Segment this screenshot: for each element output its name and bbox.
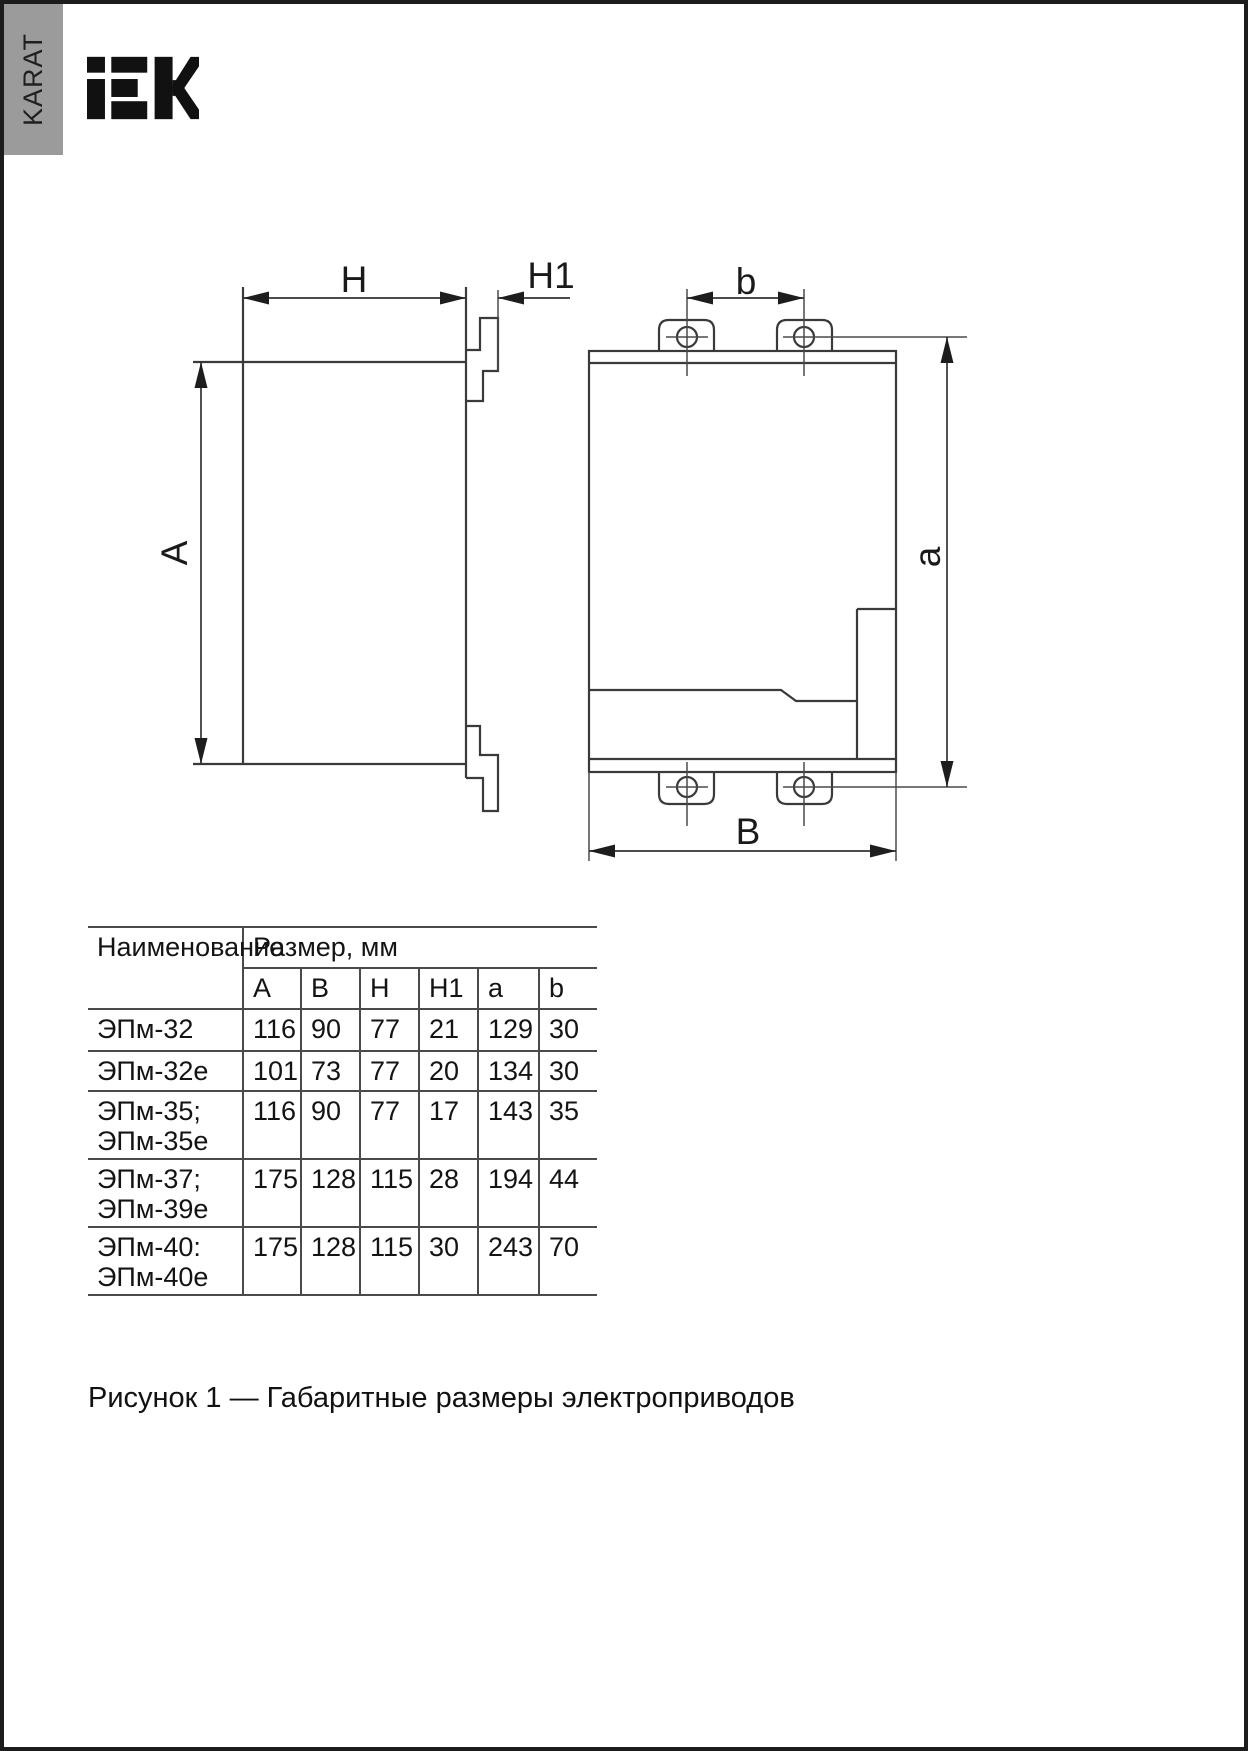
figure-caption: Рисунок 1 — Габаритные размеры электроприводов: [88, 1382, 795, 1414]
table-col-header-A: A: [243, 968, 301, 1009]
table-row: [88, 1051, 597, 1091]
dim-label-H: H: [340, 259, 368, 300]
dim-label-A: A: [154, 540, 195, 566]
dim-label-H1: H1: [527, 255, 575, 296]
row-name: ЭПм-35; ЭПм-35е: [88, 1091, 243, 1159]
cell-H: 77: [360, 1091, 419, 1159]
dimension-drawing: [4, 4, 1248, 1751]
table-col-header-b: b: [539, 968, 597, 1009]
table-row: [88, 1227, 597, 1295]
dim-label-B: B: [735, 811, 761, 852]
front-view-outline: [589, 320, 896, 804]
cell-H1: 20: [419, 1051, 478, 1091]
cell-A: 101: [243, 1051, 301, 1091]
front-view: [589, 261, 967, 861]
table-col-header-a: a: [478, 968, 539, 1009]
cell-H: 77: [360, 1009, 419, 1051]
table-col-header-H1: H1: [419, 968, 478, 1009]
cell-H: 77: [360, 1051, 419, 1091]
cell-H1: 21: [419, 1009, 478, 1051]
cell-H1: 28: [419, 1159, 478, 1227]
table-col-header-H: H: [360, 968, 419, 1009]
cell-H1: 30: [419, 1227, 478, 1295]
cell-B: 128: [301, 1227, 360, 1295]
cell-B: 90: [301, 1091, 360, 1159]
cell-a: 194: [478, 1159, 539, 1227]
karat-label: KARAT: [18, 32, 49, 127]
cell-A: 116: [243, 1091, 301, 1159]
cell-a: 143: [478, 1091, 539, 1159]
cell-b: 70: [539, 1227, 597, 1295]
row-name: ЭПм-37; ЭПм-39е: [88, 1159, 243, 1227]
row-name: ЭПм-32е: [88, 1051, 243, 1091]
table-header-name: Наименование: [88, 927, 243, 1009]
dim-label-b: b: [735, 261, 757, 302]
row-name: ЭПм-32: [88, 1009, 243, 1051]
cell-B: 90: [301, 1009, 360, 1051]
dim-label-a: a: [907, 546, 948, 568]
cell-H1: 17: [419, 1091, 478, 1159]
cell-a: 129: [478, 1009, 539, 1051]
cell-A: 175: [243, 1159, 301, 1227]
cell-b: 35: [539, 1091, 597, 1159]
cell-A: 175: [243, 1227, 301, 1295]
cell-A: 116: [243, 1009, 301, 1051]
cell-b: 30: [539, 1051, 597, 1091]
cell-H: 115: [360, 1227, 419, 1295]
table-header-size-group: Размер, мм: [243, 927, 597, 968]
cell-B: 73: [301, 1051, 360, 1091]
dimensions-table: [88, 926, 597, 1296]
cell-a: 134: [478, 1051, 539, 1091]
cell-B: 128: [301, 1159, 360, 1227]
table-row: [88, 1091, 597, 1159]
cell-H: 115: [360, 1159, 419, 1227]
side-view: [154, 255, 575, 811]
cell-a: 243: [478, 1227, 539, 1295]
row-name: ЭПм-40: ЭПм-40е: [88, 1227, 243, 1295]
table-row: [88, 1159, 597, 1227]
side-view-outline: [193, 287, 498, 811]
table-col-header-B: B: [301, 968, 360, 1009]
cell-b: 30: [539, 1009, 597, 1051]
table-row: [88, 1009, 597, 1051]
cell-b: 44: [539, 1159, 597, 1227]
